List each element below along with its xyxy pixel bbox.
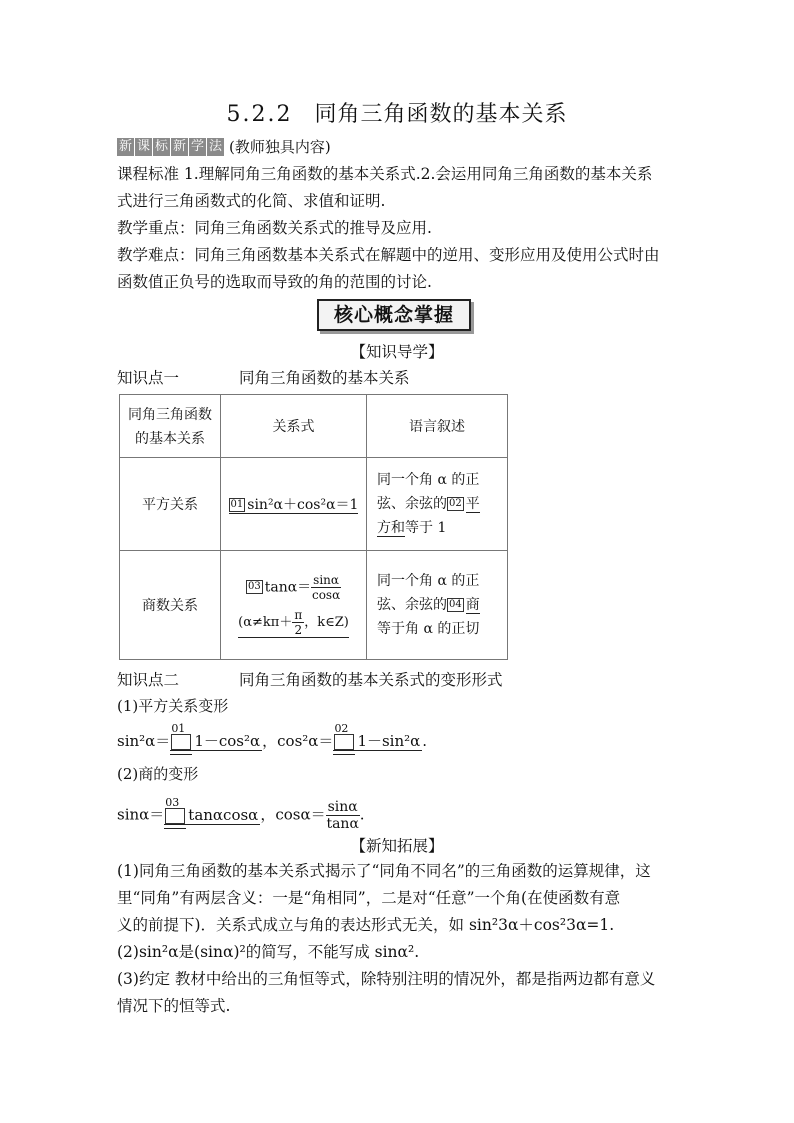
row-name: 平方关系 xyxy=(120,458,221,551)
text-line: 同角三角函数 xyxy=(128,407,212,423)
formula: sin²α＋cos²α＝1 xyxy=(247,497,359,513)
badge-row xyxy=(117,136,331,157)
denominator: tanα xyxy=(326,816,359,832)
page-title xyxy=(0,97,794,128)
text-line xyxy=(377,492,507,516)
quotient-variant-formula xyxy=(117,795,365,832)
table-header-cell: 关系式 xyxy=(221,395,367,458)
text-line: 教学难点：同角三角函数基本关系式在解题中的逆用、变形应用及使用公式时由 xyxy=(117,246,660,264)
kp-label: 知识点一 xyxy=(117,369,180,387)
table-row xyxy=(120,551,508,660)
badge: 新 xyxy=(172,138,186,154)
text-line: (3)约定 教材中给出的三角恒等式，除特别注明的情况外，都是指两边都有意义 xyxy=(117,970,656,988)
denominator: cosα xyxy=(311,587,341,602)
course-standard xyxy=(117,161,682,296)
quotient-formula xyxy=(221,573,366,602)
text: 弦、余弦的 xyxy=(377,496,447,512)
separator: ， xyxy=(262,732,278,750)
desc-block xyxy=(377,468,507,540)
text-line: 里“同角”有两层含义：一是“角相同”，二是对“任意”一个角(在使函数有意 xyxy=(117,889,621,907)
formula-lhs: sin²α＝ xyxy=(117,732,171,750)
badge: 法 xyxy=(208,138,222,154)
blank-number: 01 xyxy=(171,722,186,735)
blank-box xyxy=(171,722,191,750)
numerator: π xyxy=(294,607,303,622)
teacher-note: (教师独具内容) xyxy=(229,138,331,156)
formula-lhs: sinα＝ xyxy=(117,805,165,824)
blank-box xyxy=(165,795,185,824)
quotient-variant-heading: (2)商的变形 xyxy=(117,765,199,783)
formula: tanα＝ xyxy=(264,579,312,595)
text-line: 函数值正负号的选取而导致的角的范围的讨论. xyxy=(117,273,432,291)
numerator: sinα xyxy=(327,799,358,815)
badge: 学 xyxy=(190,138,204,154)
denominator: 2 xyxy=(294,622,303,637)
text-line: 情况下的恒等式. xyxy=(117,997,231,1015)
kp-label: 知识点二 xyxy=(117,671,180,689)
answer: 方和 xyxy=(377,520,405,536)
teaching-key-point: 教学重点：同角三角函数关系式的推导及应用. xyxy=(117,219,432,237)
relation-table xyxy=(119,394,508,660)
section-title-text: 同角三角函数的基本关系 xyxy=(314,102,568,127)
knowledge-point-2 xyxy=(117,668,503,690)
answer-underline xyxy=(229,497,359,514)
text-line: (2)sin²α是(sinα)²的简写，不能写成 sinα². xyxy=(117,943,420,961)
row-name: 商数关系 xyxy=(120,551,221,660)
expand-heading: 【新知拓展】 xyxy=(350,837,444,855)
kp-text: 同角三角函数的基本关系式的变形形式 xyxy=(239,671,503,689)
table-header-cell xyxy=(120,395,221,458)
text: 等于 1 xyxy=(405,520,447,536)
blank-number: 04 xyxy=(449,599,462,610)
blank-number: 02 xyxy=(334,722,349,735)
formula-lhs: cosα＝ xyxy=(275,805,326,824)
formula-cell xyxy=(221,458,367,551)
text-line: (1)同角三角函数的基本关系式揭示了“同角不同名”的三角函数的运算规律，这 xyxy=(117,862,651,880)
text-line: 等于角 α 的正切 xyxy=(377,621,480,637)
text-line: 义的前提下)．关系式成立与角的表达形式无关，如 sin²3α＋cos²3α=1. xyxy=(117,916,615,934)
separator: ， xyxy=(260,805,276,824)
badge: 课 xyxy=(136,138,150,154)
section-number: 5.2.2 xyxy=(226,102,293,127)
fraction xyxy=(292,608,304,637)
fraction xyxy=(326,799,360,832)
blank-number: 02 xyxy=(449,498,462,509)
answer: 商 xyxy=(465,597,480,613)
text-line xyxy=(377,593,507,617)
numerator: sinα xyxy=(313,572,339,587)
knowledge-point-1 xyxy=(117,366,410,388)
blank-number: 03 xyxy=(247,581,261,592)
guide-heading: 【知识导学】 xyxy=(350,343,444,361)
text-line: 课程标准 1.理解同角三角函数的基本关系式.2.会运用同角三角函数的基本关系 xyxy=(117,165,653,183)
text-line: 同一个角 α 的正 xyxy=(377,472,480,488)
text-line: 的基本关系 xyxy=(135,431,205,447)
desc-block xyxy=(377,569,507,641)
fraction xyxy=(311,573,341,602)
square-variant-heading: (1)平方关系变形 xyxy=(117,697,229,715)
answer: tanαcosα xyxy=(188,805,259,824)
table-header-row xyxy=(120,395,508,458)
text-line: 式进行三角函数式的化简、求值和证明. xyxy=(117,192,386,210)
answer: 平 xyxy=(465,496,480,512)
description-cell xyxy=(367,458,508,551)
section-banner: 核心概念掌握 xyxy=(317,299,471,331)
expand-notes xyxy=(117,858,682,1020)
blank-number: 01 xyxy=(230,499,244,510)
badge: 新 xyxy=(118,138,132,154)
description-cell xyxy=(367,551,508,660)
text-line xyxy=(377,516,507,540)
text: ，k∈Z xyxy=(304,614,344,630)
text: α≠kπ＋ xyxy=(243,614,293,630)
answer: 1－sin²α xyxy=(357,732,421,750)
table-row xyxy=(120,458,508,551)
blank-box xyxy=(334,722,354,750)
formula-cell xyxy=(221,551,367,660)
text-line: 同一个角 α 的正 xyxy=(377,573,480,589)
formula-lhs: cos²α＝ xyxy=(277,732,334,750)
period: . xyxy=(359,805,365,824)
kp-text: 同角三角函数的基本关系 xyxy=(239,369,410,387)
answer: 1－cos²α xyxy=(194,732,261,750)
square-variant-formula xyxy=(117,722,428,751)
table-header-cell: 语言叙述 xyxy=(367,395,508,458)
text: 弦、余弦的 xyxy=(377,597,447,613)
badge: 标 xyxy=(154,138,168,154)
condition: (α≠kπ＋ $\frac{\pi}{2}$ ，k∈Z) xyxy=(238,607,349,637)
blank-number: 03 xyxy=(165,795,180,809)
period: . xyxy=(422,732,428,750)
